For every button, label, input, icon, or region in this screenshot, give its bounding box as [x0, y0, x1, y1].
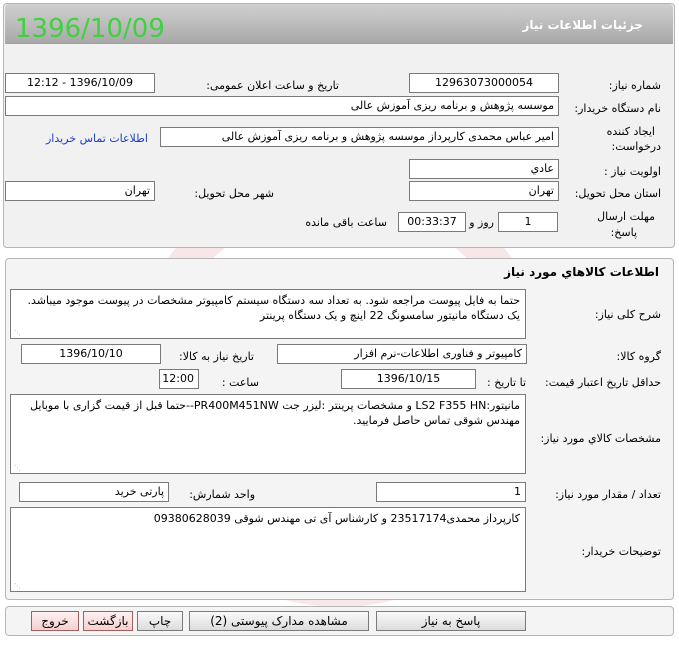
buyer-label: نام دستگاه خریدار: [574, 102, 661, 115]
creator-label-1: ایجاد کننده [606, 125, 655, 138]
print-button[interactable]: چاپ [137, 611, 183, 631]
group-label: گروه کالا: [616, 350, 661, 363]
desc-label: شرح کلی نیاز: [594, 308, 661, 321]
specs-text: مانیتور:LS2 F355 HN و مشخصات پرینتر :لیزر جت PR400M451NW--حتما قبل از قیمت گزاری با موبایل مهندس شوقی تماس حاصل فرمایید. [30, 399, 520, 427]
reply-button[interactable]: پاسخ به نیاز [376, 611, 526, 631]
desc-text: حتما به فایل پیوست مراجعه شود. به تعداد سه دستگاه سیستم کامپیوتر مشخصات در پیوست موجود میباشد. یک دستگاه مانیتور سامسونگ 22 اینچ و یک دستگاه پرینتر [27, 294, 520, 322]
min-price-date-label: حداقل تاریخ اعتبار قیمت: [545, 376, 661, 389]
deadline-label-2: پاسخ: [610, 226, 637, 239]
announce-field: 1396/10/09 - 12:12 [5, 73, 155, 93]
city-field: تهران [5, 181, 155, 201]
province-label: استان محل تحویل: [574, 187, 661, 200]
announce-label: تاریخ و ساعت اعلان عمومی: [206, 79, 339, 92]
buyer-notes-text: کارپرداز محمدی23517174 و کارشناس آی تی مهندس شوقی 09380628039 [153, 512, 520, 525]
qty-label: تعداد / مقدار مورد نیاز: [555, 488, 661, 501]
hour-label: ساعت : [221, 376, 259, 389]
header-date: 1396/10/09 [15, 14, 165, 44]
remaining-time-field: 00:33:37 [398, 212, 466, 232]
resize-grip-icon: ⋰ [14, 582, 21, 590]
need-details-panel [3, 3, 675, 248]
city-label: شهر محل تحویل: [194, 187, 274, 200]
priority-field: عادي [409, 159, 559, 179]
exit-button[interactable]: خروج [31, 611, 79, 631]
creator-field: امیر عباس محمدی کارپرداز موسسه پژوهش و برنامه ریزی آموزش عالی [160, 127, 559, 147]
buyer-notes-textarea [10, 507, 526, 592]
need-number-label: شماره نیاز: [608, 79, 661, 92]
resize-grip-icon: ⋰ [14, 464, 21, 472]
creator-label-2: درخواست: [611, 140, 661, 153]
page-title: جزئیات اطلاعات نیاز [522, 18, 643, 32]
priority-label: اولویت نیاز : [603, 165, 661, 178]
days-field: 1 [498, 212, 558, 232]
hour-field: 12:00 [159, 369, 199, 389]
buyer-notes-label: توضیحات خریدار: [581, 545, 661, 558]
buyer-contact-link[interactable]: اطلاعات تماس خریدار [46, 132, 148, 145]
days-label: روز و [469, 216, 494, 229]
unit-label: واحد شمارش: [189, 488, 255, 501]
need-date-field: 1396/10/10 [21, 344, 161, 364]
province-field: تهران [409, 181, 559, 201]
remaining-label: ساعت باقی مانده [305, 216, 387, 229]
deadline-label-1: مهلت ارسال [597, 210, 655, 223]
goods-section-title: اطلاعات کالاهاي مورد نياز [504, 265, 659, 279]
specs-textarea [10, 394, 526, 474]
attachments-button[interactable]: مشاهده مدارک پیوستی (2) [189, 611, 369, 631]
qty-field: 1 [376, 482, 526, 502]
group-field: کامپیوتر و فناوری اطلاعات-نرم افزار [277, 344, 527, 364]
until-date-field: 1396/10/15 [341, 369, 476, 389]
need-date-label: تاریخ نیاز به کالا: [179, 350, 254, 363]
specs-label: مشخصات کالاي مورد نياز: [540, 432, 661, 445]
unit-field: پارتی خرید [19, 482, 169, 502]
desc-textarea [10, 289, 526, 339]
need-number-field: 12963073000054 [409, 73, 559, 93]
resize-grip-icon: ⋰ [14, 329, 21, 337]
until-date-label: تا تاریخ : [487, 376, 526, 389]
panel-header [5, 4, 673, 44]
buyer-field: موسسه پژوهش و برنامه ریزی آموزش عالی [5, 96, 559, 116]
back-button[interactable]: بازگشت [83, 611, 133, 631]
